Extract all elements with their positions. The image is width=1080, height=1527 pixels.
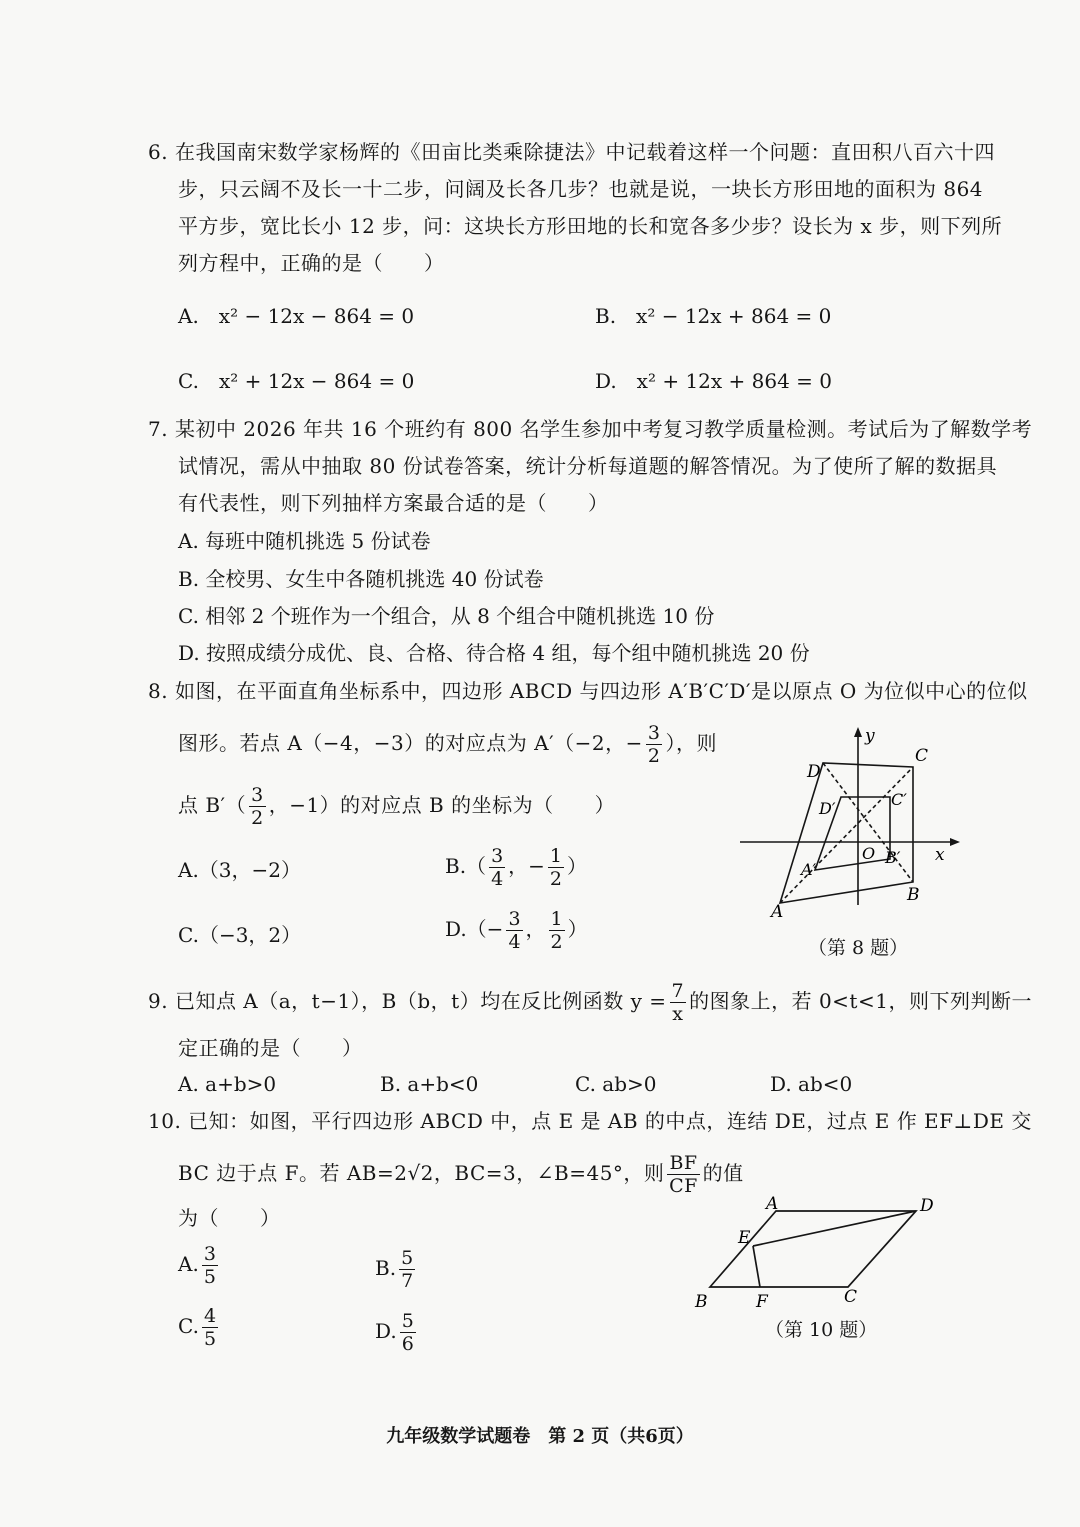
- q10-a-label: A.: [178, 1252, 199, 1276]
- segment-de: [753, 1211, 916, 1246]
- q10-d-label: D.: [375, 1319, 397, 1343]
- q8-line-1: 8. 如图，在平面直角坐标系中，四边形 ABCD 与四边形 A′B′C′D′是以原点 O 为位似中心的位似: [148, 679, 1028, 703]
- fraction-denominator: 2: [647, 745, 661, 767]
- q8-figure: [735, 725, 965, 925]
- label-x: x: [935, 845, 945, 865]
- fraction-5-7: [399, 1247, 415, 1292]
- fraction-1-2: [549, 908, 565, 953]
- label-d: D: [807, 762, 821, 782]
- q8-option-a: A.（3，−2）: [178, 858, 302, 882]
- q8-b-suffix: ）: [567, 854, 588, 878]
- fraction-1-2: [548, 845, 564, 890]
- label-a: A: [766, 1195, 779, 1214]
- q10-b-label: B.: [375, 1256, 397, 1280]
- fraction-denominator: 4: [508, 931, 521, 953]
- q7-line-2: 试情况，需从中抽取 80 份试卷答案，统计分析每道题的解答情况。为了使所了解的数据具: [178, 454, 998, 478]
- label-b: B: [695, 1292, 708, 1312]
- q6-option-a: A. x² − 12x − 864 = 0: [178, 304, 415, 328]
- q7-line-3: 有代表性，则下列抽样方案最合适的是（ ）: [178, 491, 609, 515]
- fraction-3-2: [646, 722, 663, 767]
- q10-line-2: [178, 1152, 744, 1197]
- fraction-numerator: 5: [401, 1247, 414, 1269]
- fraction-numerator: 5: [401, 1310, 414, 1332]
- q8-figure-caption: （第 8 题）: [808, 937, 909, 959]
- label-c-prime: C′: [891, 790, 907, 809]
- label-f: F: [756, 1292, 768, 1312]
- fraction-numerator: 4: [203, 1305, 217, 1327]
- fraction-numerator: 3: [203, 1243, 216, 1265]
- q8-line-3: [178, 784, 615, 829]
- q8-d-middle: ，: [525, 917, 546, 941]
- fraction-numerator: 1: [549, 845, 563, 867]
- page-footer: 九年级数学试题卷 第 2 页（共6页）: [386, 1426, 694, 1447]
- q6-option-c: C. x² + 12x − 864 = 0: [178, 369, 415, 393]
- q6-line-4: 列方程中，正确的是（ ）: [178, 251, 445, 275]
- q7-option-d: D. 按照成绩分成优、良、合格、待合格 4 组，每个组中随机挑选 20 份: [178, 641, 810, 665]
- fraction-numerator: 3: [647, 722, 661, 744]
- q6-line-2: 步，只云阔不及长一十二步，问阔及长各几步？也就是说，一块长方形田地的面积为 864: [178, 177, 984, 201]
- q8-d-suffix: ）: [567, 917, 588, 941]
- q6-line-3: 平方步，宽比长小 12 步，问：这块长方形田地的长和宽各多少步？设长为 x 步，则下列所: [178, 214, 1003, 238]
- q10-line-2-start: BC 边于点 F。若 AB=2√2，BC=3，∠B=45°，则: [178, 1161, 665, 1185]
- q10-line-1: 10. 已知：如图，平行四边形 ABCD 中，点 E 是 AB 的中点，连结 DE，过点 E 作 EF⊥DE 交: [148, 1109, 1032, 1133]
- fraction-numerator: BF: [669, 1152, 698, 1174]
- fraction-bf-cf: [667, 1152, 699, 1197]
- q7-option-b: B. 全校男、女生中各随机挑选 40 份试卷: [178, 567, 544, 591]
- q10-figure: [690, 1195, 950, 1315]
- q10-c-label: C.: [178, 1314, 199, 1338]
- fraction-numerator: 3: [508, 908, 521, 930]
- q10-line-3: 为（ ）: [178, 1206, 281, 1230]
- fraction-7-x: [670, 980, 687, 1025]
- q8-b-prefix: B.（: [445, 854, 487, 878]
- fraction-5-6: [400, 1310, 416, 1355]
- q8-b-middle: ，−: [508, 854, 545, 878]
- fraction-denominator: x: [672, 1003, 684, 1025]
- q8-option-d: [445, 908, 588, 953]
- fraction-denominator: 4: [491, 868, 504, 890]
- q10-option-d: [375, 1310, 419, 1355]
- fraction-numerator: 7: [671, 980, 685, 1002]
- fraction-4-5: [202, 1305, 218, 1350]
- label-c: C: [915, 746, 929, 766]
- q9-option-a: A. a+b>0: [178, 1072, 277, 1096]
- label-b-prime: B′: [885, 848, 901, 867]
- q8-option-c: C.（−3，2）: [178, 923, 302, 947]
- q10-option-b: [375, 1247, 418, 1292]
- y-axis-arrow-icon: [854, 727, 862, 737]
- q8-line-2: [178, 722, 717, 767]
- q8-line-3-end: ，−1）的对应点 B 的坐标为（ ）: [268, 793, 616, 817]
- fraction-numerator: 3: [251, 784, 264, 806]
- q8-line-2-end: ），则: [665, 731, 717, 755]
- label-e: E: [738, 1228, 751, 1248]
- segment-ef: [753, 1246, 760, 1287]
- fraction-3-2: [249, 784, 266, 829]
- label-a: A: [771, 902, 784, 922]
- fraction-numerator: 3: [491, 845, 504, 867]
- q8-option-b: [445, 845, 587, 890]
- q8-line-2-start: 图形。若点 A（−4，−3）的对应点为 A′（−2，−: [178, 731, 643, 755]
- q10-option-a: [178, 1243, 221, 1288]
- fraction-denominator: 5: [203, 1328, 217, 1350]
- fraction-denominator: 2: [549, 868, 563, 890]
- q9-line-1-end: 的图象上，若 0<t<1，则下列判断一: [689, 989, 1032, 1013]
- label-d-prime: D′: [819, 799, 836, 818]
- q9-line-2: 定正确的是（ ）: [178, 1036, 363, 1060]
- fraction-denominator: 2: [251, 807, 264, 829]
- q10-line-2-end: 的值: [702, 1161, 744, 1185]
- label-c: C: [844, 1287, 858, 1307]
- fraction-3-4: [489, 845, 505, 890]
- q9-line-1: [148, 980, 1032, 1025]
- fraction-denominator: 7: [401, 1270, 414, 1292]
- label-a-prime: A′: [801, 860, 817, 879]
- label-y: y: [865, 726, 875, 746]
- label-d: D: [920, 1196, 934, 1216]
- fraction-denominator: 5: [203, 1266, 216, 1288]
- q6-option-d: D. x² + 12x + 864 = 0: [595, 369, 833, 393]
- q7-option-c: C. 相邻 2 个班作为一个组合，从 8 个组合中随机挑选 10 份: [178, 604, 715, 628]
- fraction-3-4: [506, 908, 522, 953]
- parallelogram-abcd: [710, 1211, 916, 1287]
- fraction-denominator: 6: [401, 1333, 414, 1355]
- q6-line-1: 6. 在我国南宋数学家杨辉的《田亩比类乘除捷法》中记载着这样一个问题：直田积八百六十四: [148, 140, 995, 164]
- ray-oa-oc: [780, 767, 913, 903]
- q8-line-3-start: 点 B′（: [178, 793, 247, 817]
- q9-line-1-start: 9. 已知点 A（a，t−1），B（b，t）均在反比例函数 y =: [148, 989, 667, 1013]
- q9-option-c: C. ab>0: [575, 1072, 657, 1096]
- q10-option-c: [178, 1305, 221, 1350]
- q8-d-prefix: D.（−: [445, 917, 504, 941]
- q9-option-b: B. a+b<0: [380, 1072, 479, 1096]
- q7-line-1: 7. 某初中 2026 年共 16 个班约有 800 名学生参加中考复习教学质量检测。考试后为了解数学考: [148, 417, 1033, 441]
- q6-option-b: B. x² − 12x + 864 = 0: [595, 304, 832, 328]
- label-o: O: [862, 844, 876, 863]
- q7-option-a: A. 每班中随机挑选 5 份试卷: [178, 529, 431, 553]
- fraction-denominator: CF: [669, 1175, 698, 1197]
- q9-option-d: D. ab<0: [770, 1072, 853, 1096]
- fraction-denominator: 2: [550, 931, 563, 953]
- q10-figure-caption: （第 10 题）: [765, 1319, 878, 1341]
- fraction-3-5: [202, 1243, 218, 1288]
- x-axis-arrow-icon: [950, 838, 960, 846]
- fraction-numerator: 1: [550, 908, 563, 930]
- label-b: B: [907, 885, 920, 905]
